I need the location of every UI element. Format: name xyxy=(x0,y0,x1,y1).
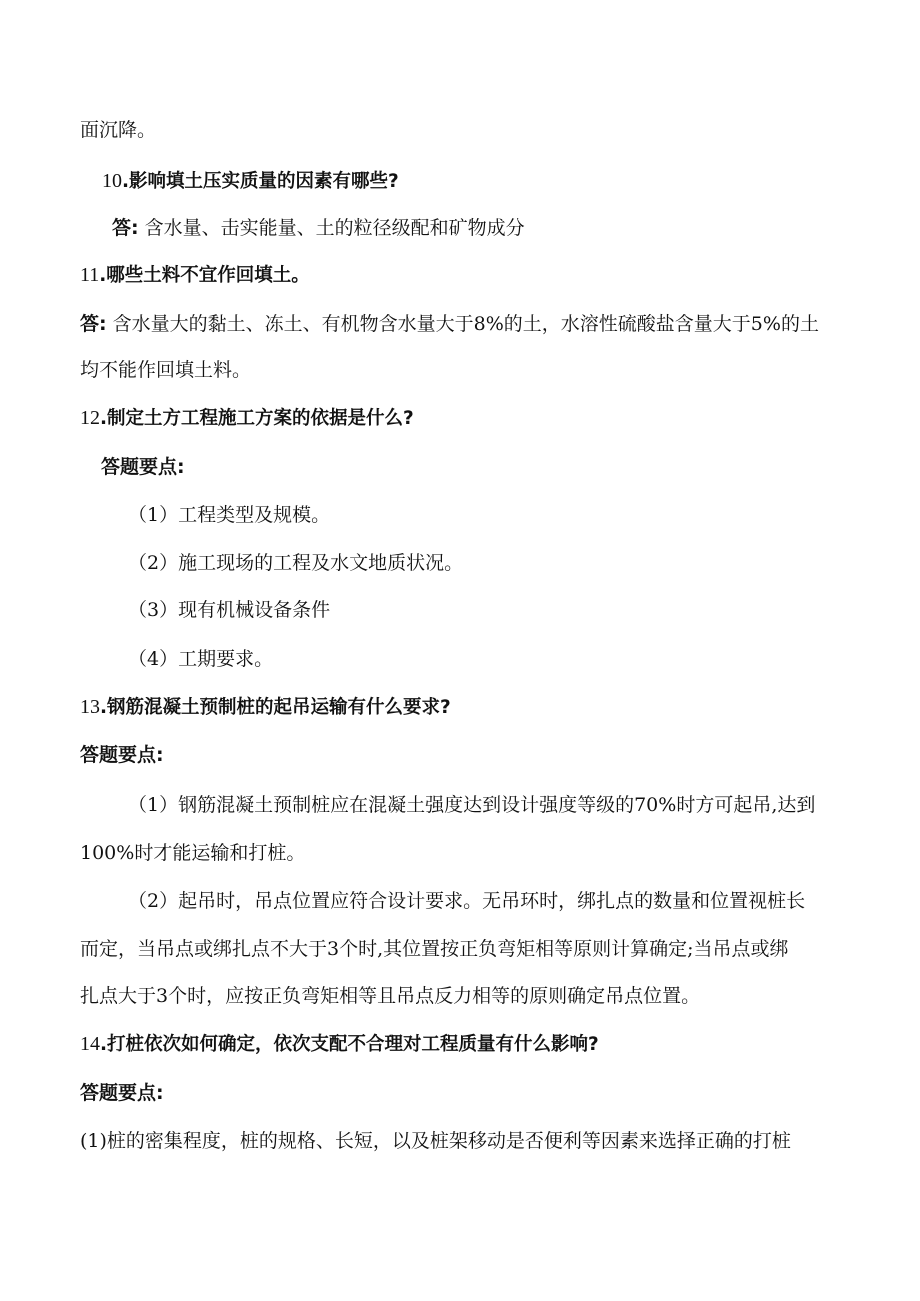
answer-label: 答: xyxy=(80,313,107,335)
question-number: 13 xyxy=(80,696,100,718)
answer-text: 含水量大的黏土、冻土、有机物含水量大于8%的土，水溶性硫酸盐含量大于5%的土 xyxy=(112,313,819,335)
list-item: （2）施工现场的工程及水文地质状况。 xyxy=(128,552,464,574)
paragraph-continuation: 面沉降。 xyxy=(80,119,157,141)
answer-13-p2-line-2: 而定，当吊点或绑扎点不大于3个时,其位置按正负弯矩相等原则计算确定;当吊点或绑 xyxy=(80,938,789,960)
list-item: （3）现有机械设备条件 xyxy=(128,599,331,621)
question-text: .影响填土压实质量的因素有哪些? xyxy=(122,171,399,192)
answer-label: 答: xyxy=(112,217,139,239)
question-text: .哪些土料不宜作回填土。 xyxy=(99,265,310,286)
question-12 xyxy=(80,405,414,432)
answer-text: 含水量、击实能量、土的粒径级配和矿物成分 xyxy=(144,217,525,239)
question-text: .钢筋混凝土预制桩的起吊运输有什么要求? xyxy=(100,697,451,718)
answer-12-label: 答题要点: xyxy=(101,456,185,478)
answer-11-line-2: 均不能作回填土料。 xyxy=(80,359,252,381)
answer-14-line-1: (1)桩的密集程度，桩的规格、长短，以及桩架移动是否便利等因素来选择正确的打桩 xyxy=(80,1130,791,1152)
answer-13-p2-line-1: （2）起吊时，吊点位置应符合设计要求。无吊环时，绑扎点的数量和位置视桩长 xyxy=(128,890,806,912)
list-item: （4）工期要求。 xyxy=(128,648,274,670)
list-item: （1）工程类型及规模。 xyxy=(128,504,331,526)
answer-13-p1-line-1: （1）钢筋混凝土预制桩应在混凝土强度达到设计强度等级的70%时方可起吊,达到 xyxy=(128,794,816,816)
question-number: 10 xyxy=(102,170,122,192)
question-13 xyxy=(80,694,451,721)
question-text: .打桩依次如何确定，依次支配不合理对工程质量有什么影响? xyxy=(100,1034,599,1055)
answer-10 xyxy=(112,215,525,241)
question-14 xyxy=(80,1031,599,1058)
answer-14-label: 答题要点: xyxy=(80,1082,164,1104)
answer-13-p1-line-2: 100%时才能运输和打桩。 xyxy=(80,842,306,864)
question-10 xyxy=(102,168,399,195)
question-11 xyxy=(80,262,310,289)
answer-13-label: 答题要点: xyxy=(80,744,164,766)
question-text: .制定土方工程施工方案的依据是什么? xyxy=(100,408,414,429)
question-number: 11 xyxy=(80,264,100,286)
question-number: 14 xyxy=(80,1033,100,1055)
question-number: 12 xyxy=(80,407,100,429)
answer-13-p2-line-3: 扎点大于3个时，应按正负弯矩相等且吊点反力相等的原则确定吊点位置。 xyxy=(80,985,701,1007)
answer-11-line-1 xyxy=(80,311,819,337)
